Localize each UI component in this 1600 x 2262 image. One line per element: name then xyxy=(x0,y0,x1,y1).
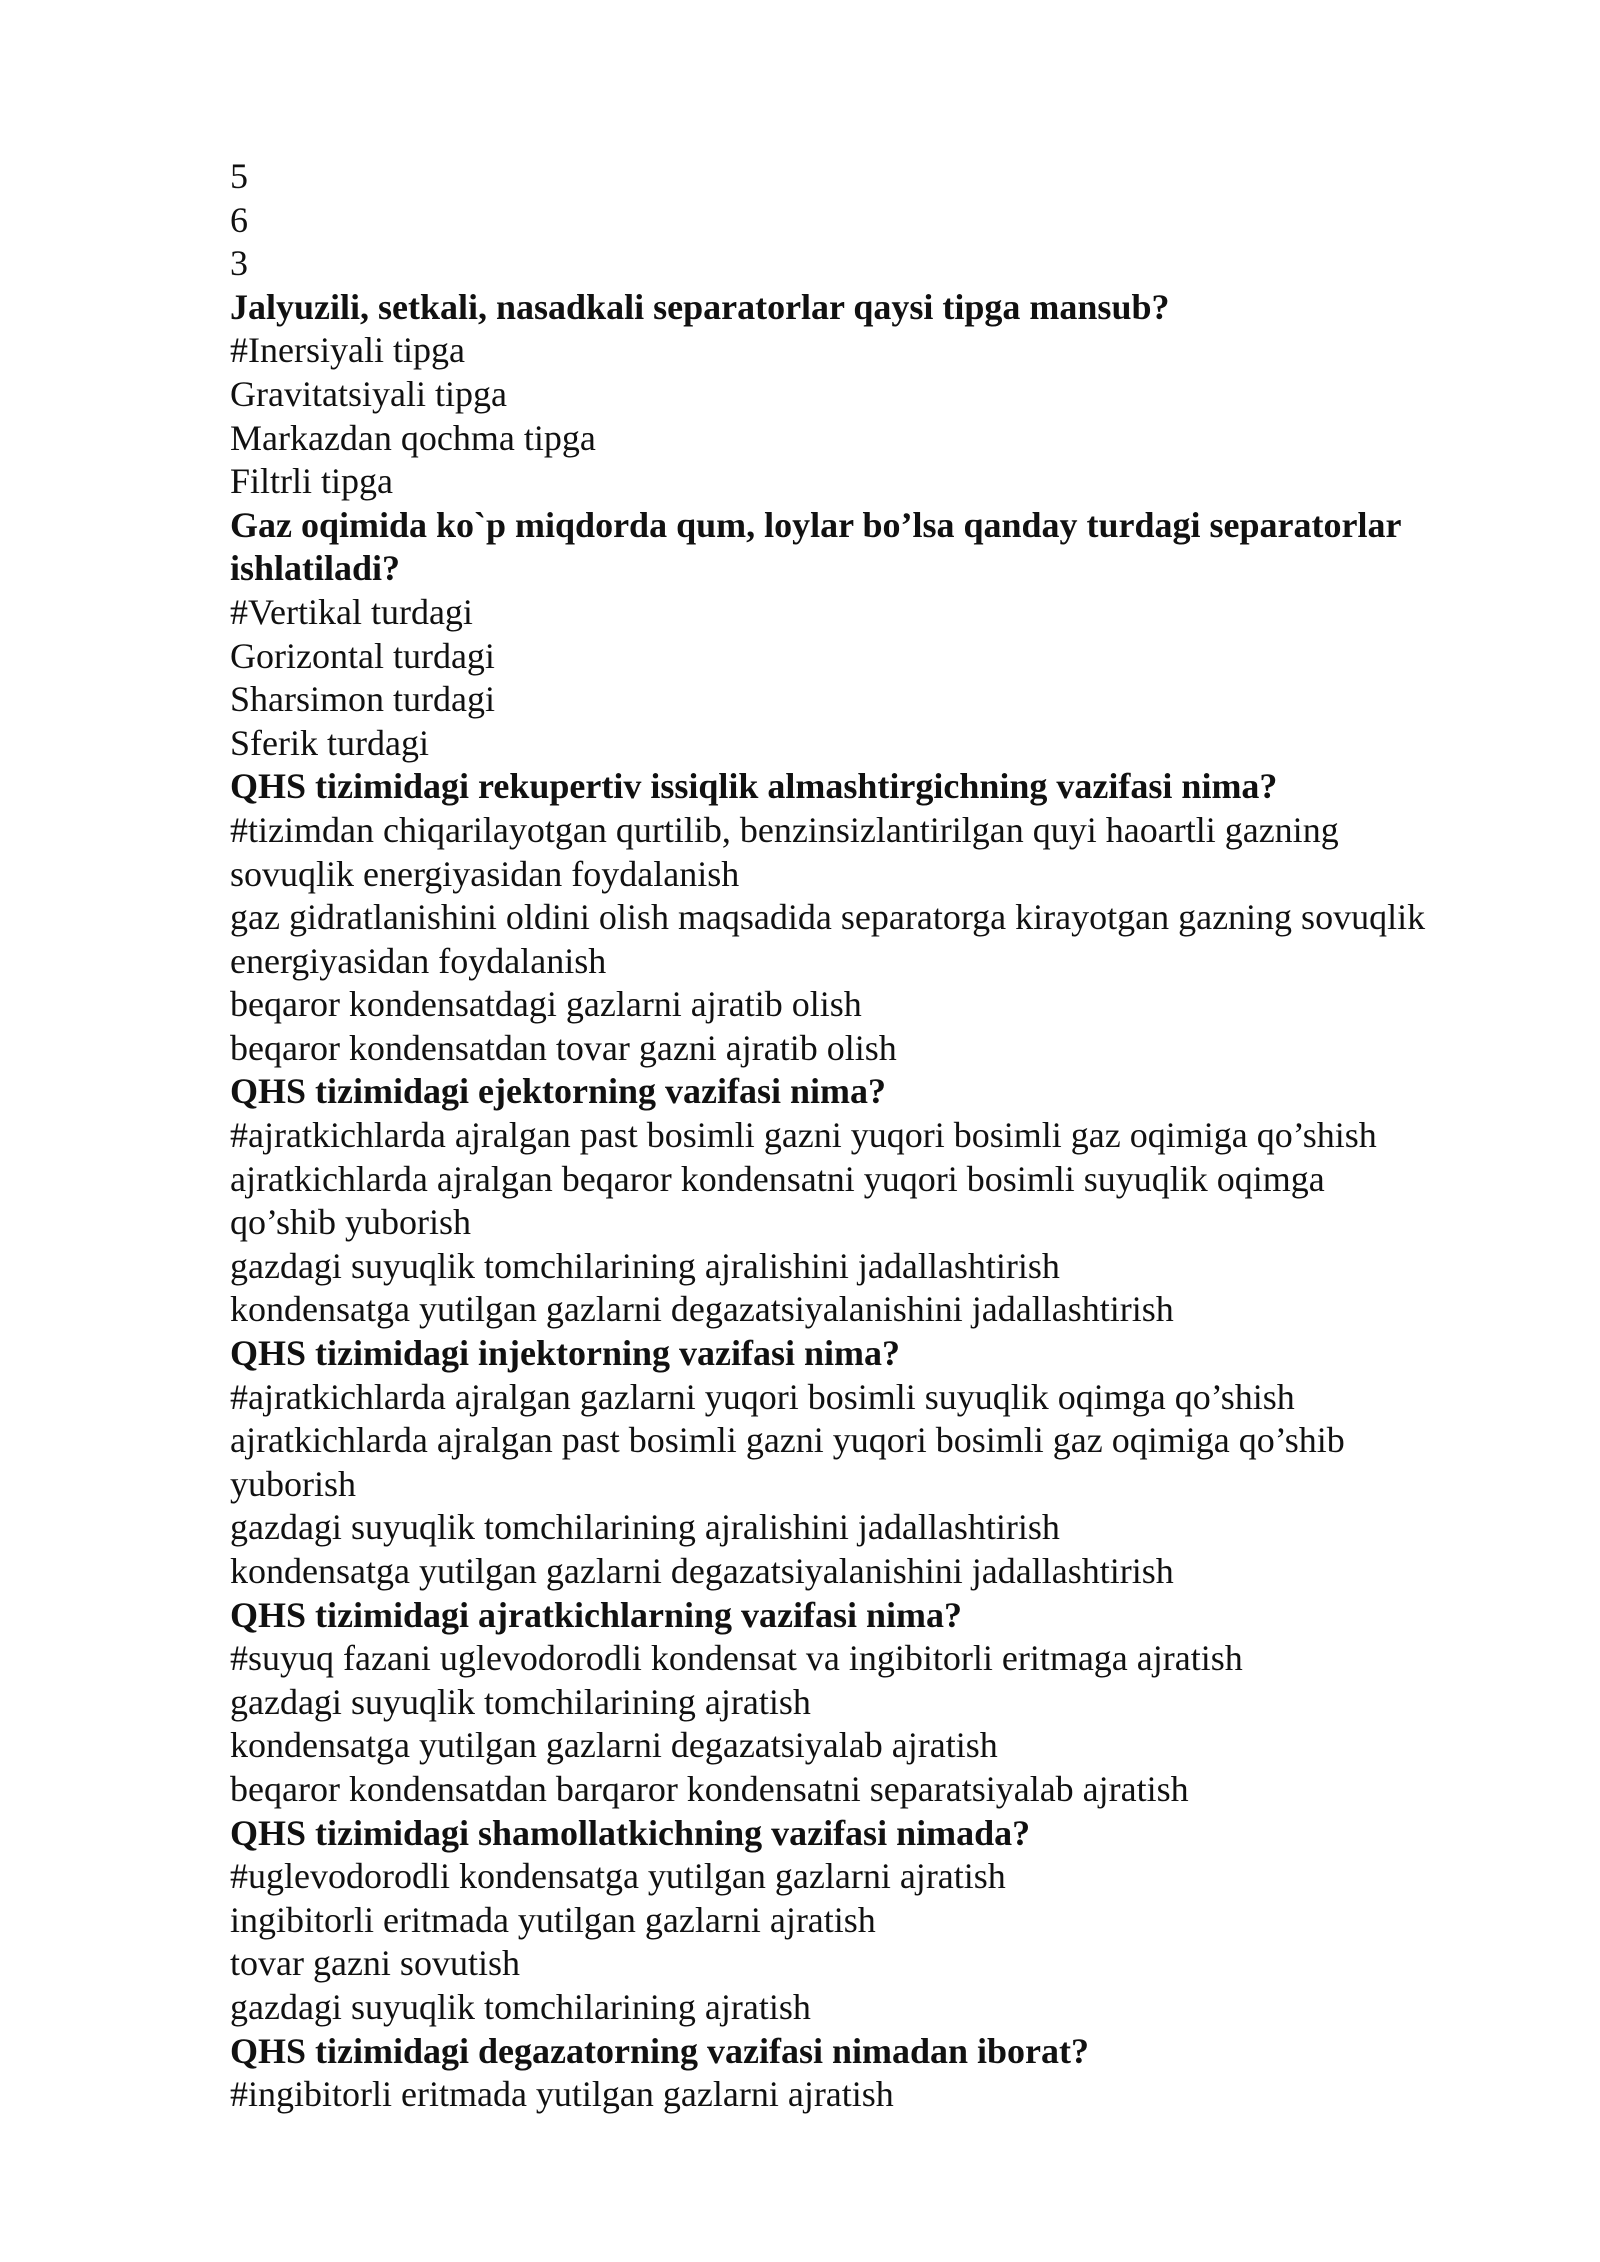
answer-option: kondensatga yutilgan gazlarni degazatsiyalanishini jadallashtirish xyxy=(230,1551,1174,1591)
answer-option: gaz gidratlanishini oldini olish maqsadida separatorga kirayotgan gazning sovuqlik xyxy=(230,897,1426,938)
question-block xyxy=(230,1812,1520,2030)
answer-option: Filtrli tipga xyxy=(230,461,394,502)
page-number: 5 xyxy=(230,156,248,196)
answer-option: gazdagi suyuqlik tomchilarining ajratish xyxy=(230,1681,811,1722)
answer-option: Sferik turdagi xyxy=(230,722,429,763)
answer-option-correct: #ajratkichlarda ajralgan gazlarni yuqori bosimli suyuqlik oqimga qo’shish xyxy=(230,1376,1295,1417)
answer-option: Gravitatsiyali tipga xyxy=(230,373,507,414)
page-numbers xyxy=(230,155,1520,286)
answer-option: Markazdan qochma tipga xyxy=(230,417,596,458)
question-text: QHS tizimidagi ejektorning vazifasi nima? xyxy=(230,1071,886,1112)
answer-option: Gorizontal turdagi xyxy=(230,635,495,676)
question-text: QHS tizimidagi rekupertiv issiqlik almashtirgichning vazifasi nima? xyxy=(230,766,1278,807)
answer-option: qo’shib yuborish xyxy=(230,1202,472,1243)
question-block xyxy=(230,1070,1520,1332)
question-text: QHS tizimidagi injektorning vazifasi nima? xyxy=(230,1333,901,1374)
question-block xyxy=(230,504,1520,766)
question-block xyxy=(230,1332,1520,1594)
answer-option-correct: #uglevodorodli kondensatga yutilgan gazlarni ajratish xyxy=(230,1856,1006,1897)
answer-option: gazdagi suyuqlik tomchilarining ajralishini jadallashtirish xyxy=(230,1507,1060,1548)
answer-option: Sharsimon turdagi xyxy=(230,679,495,720)
page-number: 3 xyxy=(230,243,248,284)
answer-option: ajratkichlarda ajralgan beqaror kondensatni yuqori bosimli suyuqlik oqimga xyxy=(230,1158,1325,1199)
answer-option: beqaror kondensatdagi gazlarni ajratib olish xyxy=(230,984,862,1025)
question-text: Gaz oqimida ko`p miqdorda qum, loylar bo’lsa qanday turdagi separatorlar xyxy=(230,504,1402,545)
answer-option-correct: #ingibitorli eritmada yutilgan gazlarni ajratish xyxy=(230,2074,894,2115)
answer-option-correct: #tizimdan chiqarilayotgan qurtilib, benzinsizlantirilgan quyi haoartli gazning xyxy=(230,809,1339,850)
document-page xyxy=(230,155,1520,2117)
question-text: QHS tizimidagi ajratkichlarning vazifasi nima? xyxy=(230,1594,963,1635)
question-text: Jalyuzili, setkali, nasadkali separatorlar qaysi tipga mansub? xyxy=(230,286,1170,327)
answer-option: tovar gazni sovutish xyxy=(230,1943,520,1984)
question-block xyxy=(230,765,1520,1070)
question-block xyxy=(230,2030,1520,2117)
answer-option: ajratkichlarda ajralgan past bosimli gazni yuqori bosimli gaz oqimiga qo’shib xyxy=(230,1420,1345,1461)
answer-option: energiyasidan foydalanish xyxy=(230,940,607,981)
answer-option-correct: #Vertikal turdagi xyxy=(230,591,473,632)
answer-option-correct: #Inersiyali tipga xyxy=(230,330,465,371)
answer-option: gazdagi suyuqlik tomchilarining ajratish xyxy=(230,1986,811,2027)
answer-option: beqaror kondensatdan barqaror kondensatni separatsiyalab ajratish xyxy=(230,1768,1189,1809)
question-block xyxy=(230,286,1520,504)
answer-option: gazdagi suyuqlik tomchilarining ajralishini jadallashtirish xyxy=(230,1245,1060,1286)
answer-option: kondensatga yutilgan gazlarni degazatsiyalanishini jadallashtirish xyxy=(230,1289,1174,1330)
answer-option: ingibitorli eritmada yutilgan gazlarni ajratish xyxy=(230,1899,876,1940)
question-text: QHS tizimidagi shamollatkichning vazifasi nimada? xyxy=(230,1812,1031,1853)
answer-option: beqaror kondensatdan tovar gazni ajratib olish xyxy=(230,1027,897,1068)
answer-option: kondensatga yutilgan gazlarni degazatsiyalab ajratish xyxy=(230,1725,998,1766)
page-number: 6 xyxy=(230,199,248,240)
question-text: QHS tizimidagi degazatorning vazifasi nimadan iborat? xyxy=(230,2030,1090,2071)
question-block xyxy=(230,1594,1520,1812)
question-text: ishlatiladi? xyxy=(230,548,401,589)
answer-option-correct: #ajratkichlarda ajralgan past bosimli gazni yuqori bosimli gaz oqimiga qo’shish xyxy=(230,1115,1377,1156)
answer-option: yuborish xyxy=(230,1463,356,1504)
answer-option-correct: #suyuq fazani uglevodorodli kondensat va ingibitorli eritmaga ajratish xyxy=(230,1638,1243,1679)
answer-option-correct: sovuqlik energiyasidan foydalanish xyxy=(230,853,740,894)
